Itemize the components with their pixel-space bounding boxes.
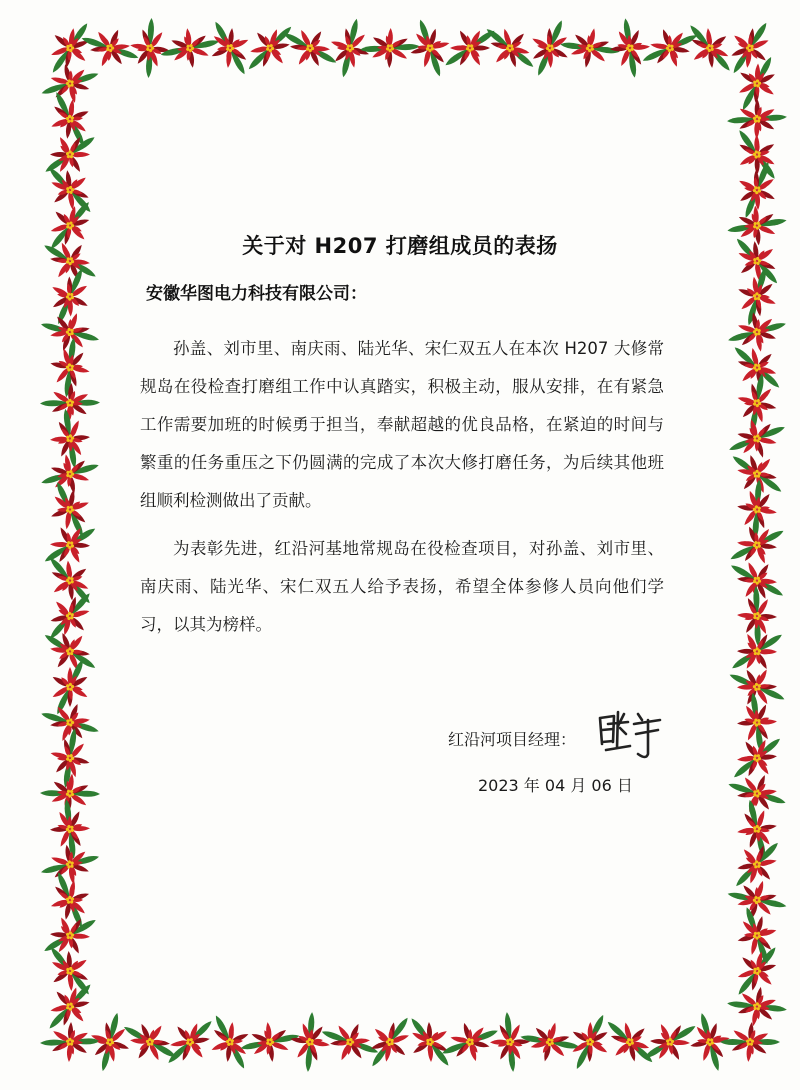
body-paragraph-1: 孙盖、刘市里、南庆雨、陆光华、宋仁双五人在本次 H207 大修常规岛在役检查打磨组工作中认真踏实，积极主动，服从安排，在有紧急工作需要加班的时候勇于担当，奉献超越的优良品格，在紧迫的时间与繁重的任务重压之下仍圆满的完成了本次大修打磨任务，为后续其他班组顺利检测做出了贡献。 — [140, 339, 664, 510]
body-paragraph-2: 为表彰先进，红沿河基地常规岛在役检查项目，对孙盖、刘市里、南庆雨、陆光华、宋仁双五人给予表扬，希望全体参修人员向他们学习，以其为榜样。 — [140, 539, 664, 634]
letter-title: 关于对 H207 打磨组成员的表扬 — [242, 234, 558, 258]
recipient-line: 安徽华图电力科技有限公司： — [146, 284, 367, 304]
handwritten-signature — [588, 704, 668, 762]
letter-date: 2023 年 04 月 06 日 — [478, 776, 633, 795]
signer-label: 红沿河项目经理： — [448, 730, 577, 749]
